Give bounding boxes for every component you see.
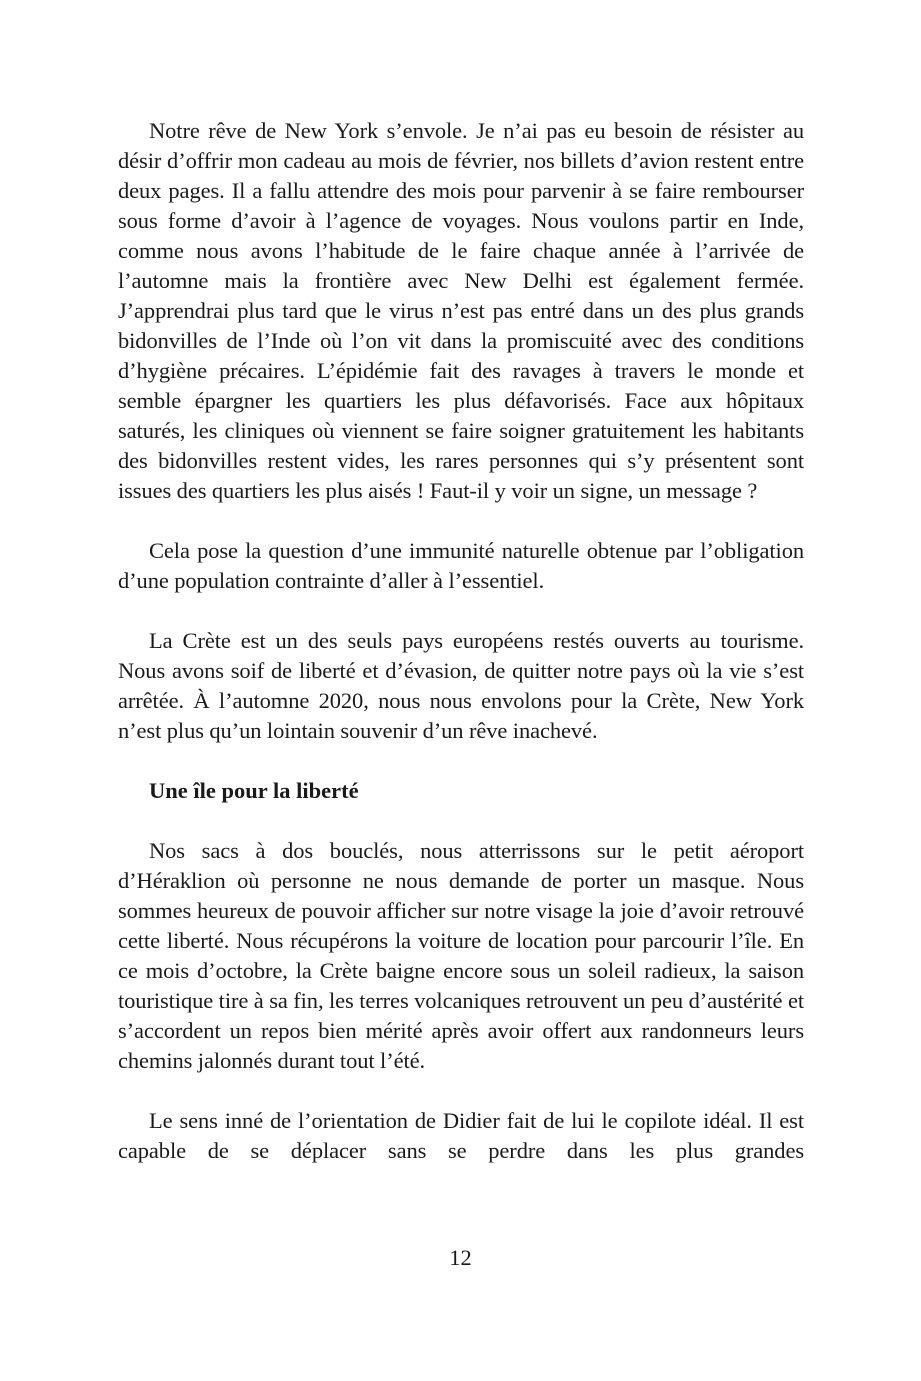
paragraph-heraklion: Nos sacs à dos bouclés, nous atterrissons sur le petit aéroport d’Héraklion où personne ne nous demande de porter un masque. Nous sommes heureux de pouvoir afficher sur notre visage la joie d’avoir retrouvé cette liberté. Nous récupérons la voiture de location pour parcourir l’île. En ce mois d’octobre, la Crète baigne encore sous un soleil radieux, la saison touristique tire à sa fin, les terres volcaniques retrouvent un peu d’austérité et s’accordent un repos bien mérité après avoir offert aux randonneurs leurs chemins jalonnés durant tout l’été.: [118, 838, 804, 1073]
page-body: [118, 116, 804, 1166]
paragraph-new-york: Notre rêve de New York s’envole. Je n’ai pas eu besoin de résister au désir d’offrir mon cadeau au mois de février, nos billets d’avion restent entre deux pages. Il a fallu attendre des mois pour parvenir à se faire rembourser sous forme d’avoir à l’agence de voyages. Nous voulons partir en Inde, comme nous avons l’habitude de le faire chaque année à l’arrivée de l’automne mais la frontière avec New Delhi est également fermée. J’apprendrai plus tard que le virus n’est pas entré dans un des plus grands bidonvilles de l’Inde où l’on vit dans la promiscuité avec des conditions d’hygiène précaires. L’épidémie fait des ravages à travers le monde et semble épargner les quartiers les plus défavorisés. Face aux hôpitaux saturés, les cliniques où viennent se faire soigner gratuitement les habitants des bidonvilles restent vides, les rares personnes qui s’y présentent sont issues des quartiers les plus aisés ! Faut-il y voir un signe, un message ?: [118, 118, 804, 503]
paragraph-immunite: Cela pose la question d’une immunité naturelle obtenue par l’obligation d’une population contrainte d’aller à l’essentiel.: [118, 538, 804, 593]
paragraph-crete: La Crète est un des seuls pays européens restés ouverts au tourisme. Nous avons soif de liberté et d’évasion, de quitter notre pays où la vie s’est arrêtée. À l’automne 2020, nous nous envolons pour la Crète, New York n’est plus qu’un lointain souvenir d’un rêve inachevé.: [118, 628, 804, 743]
paragraph-gap: [118, 506, 804, 536]
paragraph-gap: [118, 596, 804, 626]
paragraph-gap: [118, 746, 804, 776]
paragraph-gap: [118, 1076, 804, 1106]
paragraph-didier: Le sens inné de l’orientation de Didier fait de lui le copilote idéal. Il est capable de se déplacer sans se perdre dans les plus grandes: [118, 1108, 804, 1163]
page-number: 12: [449, 1245, 472, 1270]
paragraph-gap: [118, 806, 804, 836]
section-title: Une île pour la liberté: [149, 778, 359, 803]
